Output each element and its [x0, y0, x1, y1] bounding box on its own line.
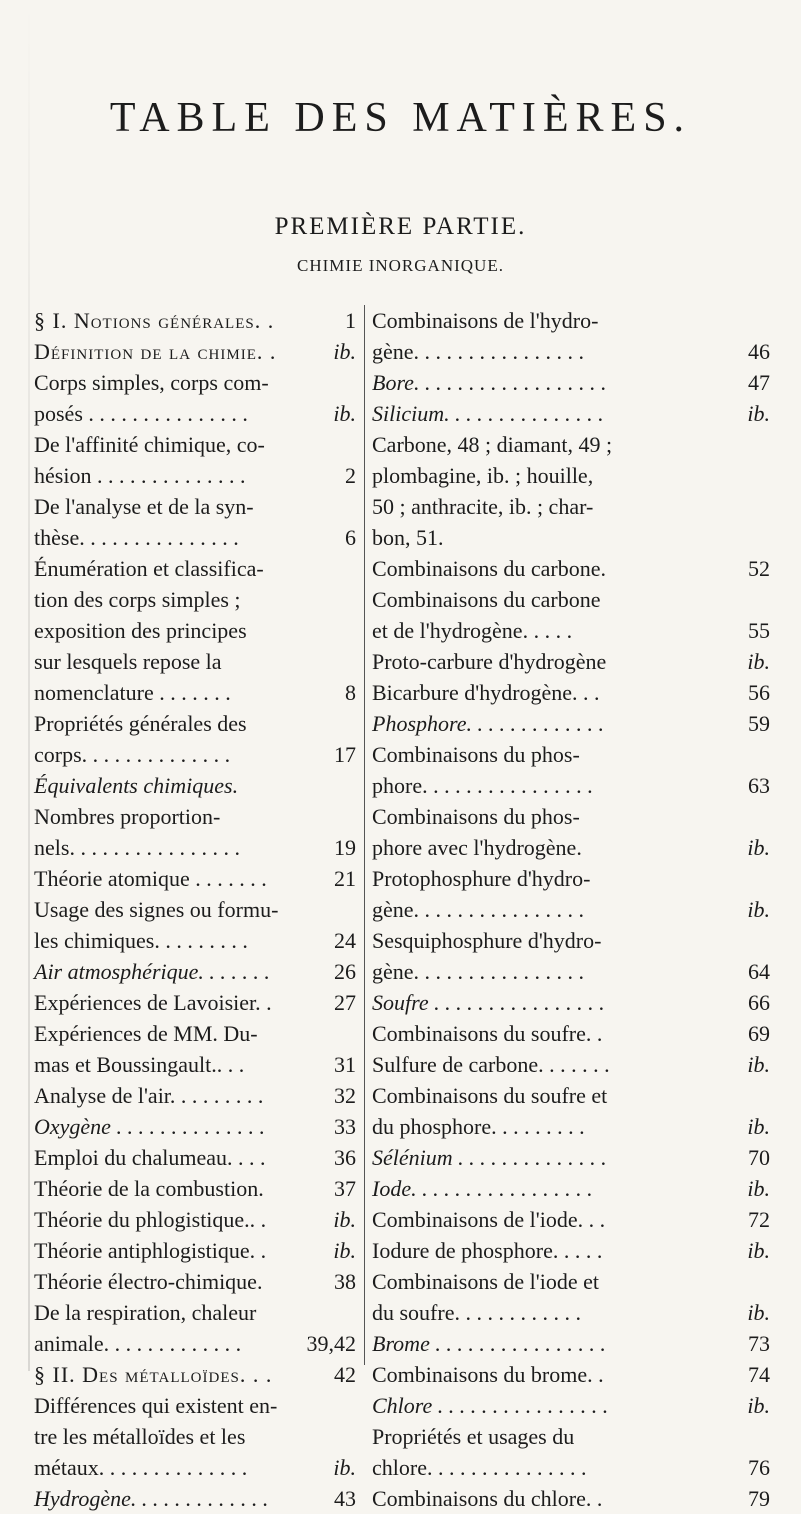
toc-entry	[34, 1235, 356, 1266]
toc-entry	[34, 553, 356, 708]
toc-entry	[34, 491, 356, 553]
toc-entry	[34, 1173, 356, 1204]
section-subtitle: CHIMIE INORGANIQUE.	[297, 256, 504, 275]
toc-entry-page: 79	[748, 1486, 770, 1511]
toc-entry-title: Air atmosphérique. . . . . . .	[34, 959, 270, 984]
toc-entry-title: Iode. . . . . . . . . . . . . . . . .	[372, 1176, 593, 1201]
toc-entry	[34, 1297, 356, 1359]
toc-entry	[34, 708, 356, 770]
toc-entry-page: 69	[748, 1021, 770, 1046]
toc-entry-title: Nombres proportion- nels. . . . . . . . . . . . . . . .	[34, 804, 240, 860]
toc-entry-page: ib.	[333, 1207, 356, 1232]
toc-entry-page: 73	[748, 1331, 770, 1356]
toc-entry-page: 6	[345, 525, 356, 550]
toc-entry-page: ib.	[333, 1238, 356, 1263]
toc-entry-title: Expériences de Lavoisier. .	[34, 990, 272, 1015]
toc-entry-title: Corps simples, corps com- posés . . . . . . . . . . . . . . .	[34, 370, 269, 426]
toc-entry-title: Combinaisons de l'iode et du soufre. . . . . . . . . . . .	[372, 1269, 599, 1325]
toc-entry-page: ib.	[747, 1114, 770, 1139]
toc-entry-title: Théorie de la combustion.	[34, 1176, 264, 1201]
toc-entry-title: Expériences de MM. Du- mas et Boussingault.. . .	[34, 1021, 258, 1077]
toc-entry	[34, 894, 356, 956]
toc-entry-title: Sesquiphosphure d'hydro- gène. . . . . . . . . . . . . . . .	[372, 928, 602, 984]
toc-entry	[34, 801, 356, 863]
toc-entry-page: ib.	[747, 401, 770, 426]
toc-entry	[34, 1142, 356, 1173]
toc-entry-title: Combinaisons de l'hydro- gène. . . . . . . . . . . . . . . .	[372, 308, 599, 364]
toc-entry	[372, 1049, 770, 1080]
toc-entry-page: 42	[334, 1362, 356, 1387]
toc-entry-page: 56	[748, 680, 770, 705]
toc-entry-title: Combinaisons du phos- phore avec l'hydrogène.	[372, 804, 582, 860]
toc-entry	[34, 956, 356, 987]
toc-entry-title: Énumération et classifica- tion des corps simples ; exposition des principes sur lesquels repose la nomenclature . . . . . . .	[34, 556, 264, 705]
toc-entry-page: 66	[748, 990, 770, 1015]
toc-entry	[34, 1359, 356, 1390]
toc-entry-page: ib.	[747, 1052, 770, 1077]
column-divider	[364, 305, 365, 1365]
toc-entry	[34, 1483, 356, 1514]
part-title: PREMIÈRE PARTIE.	[274, 213, 527, 240]
toc-entry-page: 55	[748, 618, 770, 643]
toc-entry-title: Combinaisons du chlore. .	[372, 1486, 603, 1511]
toc-entry-title: Combinaisons du carbone et de l'hydrogène. . . . .	[372, 587, 601, 643]
toc-entry-page: ib.	[747, 1393, 770, 1418]
toc-entry	[34, 1204, 356, 1235]
toc-entry	[372, 1235, 770, 1266]
toc-entry-title: Soufre . . . . . . . . . . . . . . . .	[372, 990, 605, 1015]
toc-entry-title: Bicarbure d'hydrogène. . .	[372, 680, 600, 705]
toc-entry-page: 38	[334, 1269, 356, 1294]
toc-entry	[34, 1390, 356, 1483]
toc-entry-title: Bore. . . . . . . . . . . . . . . . . .	[372, 370, 607, 395]
toc-entry	[372, 1204, 770, 1235]
toc-entry-title: Usage des signes ou formu- les chimiques. . . . . . . . .	[34, 897, 279, 953]
toc-entry-title: Analyse de l'air. . . . . . . . .	[34, 1083, 264, 1108]
toc-entry	[372, 1421, 770, 1483]
toc-entry-page: 17	[334, 742, 356, 767]
toc-entry-page: 39,42	[306, 1331, 356, 1356]
toc-entry	[372, 1328, 770, 1359]
toc-entry-page: 1	[345, 308, 356, 333]
toc-entry-title: Théorie électro-chimique.	[34, 1269, 263, 1294]
toc-entry	[372, 863, 770, 925]
toc-entry	[372, 1142, 770, 1173]
toc-entry-page: 19	[334, 835, 356, 860]
toc-entry-page: 47	[748, 370, 770, 395]
toc-entry-page: 33	[334, 1114, 356, 1139]
toc-entry-page: ib.	[747, 649, 770, 674]
toc-entry	[34, 987, 356, 1018]
toc-entry-page: 46	[748, 339, 770, 364]
toc-entry-page: ib.	[333, 401, 356, 426]
toc-entry-page: 26	[334, 959, 356, 984]
toc-entry-page: ib.	[747, 1176, 770, 1201]
toc-entry	[34, 1080, 356, 1111]
toc-entry	[372, 708, 770, 739]
toc-entry	[372, 1080, 770, 1142]
toc-entry	[34, 1266, 356, 1297]
toc-entry	[372, 1483, 770, 1514]
toc-entry-title: Sélénium . . . . . . . . . . . . . .	[372, 1145, 607, 1170]
toc-entry-page: 24	[334, 928, 356, 953]
toc-entry-title: Carbone, 48 ; diamant, 49 ; plombagine, ib. ; houille, 50 ; anthracite, ib. ; char- bon, 51.	[372, 432, 613, 550]
toc-entry-title: Combinaisons du soufre. .	[372, 1021, 603, 1046]
toc-entry-page: 2	[345, 463, 356, 488]
page-title: TABLE DES MATIÈRES.	[109, 95, 692, 141]
toc-entry-title: Définition de la chimie. .	[34, 339, 277, 364]
toc-entry-page: ib.	[333, 1455, 356, 1480]
toc-entry-page: 32	[334, 1083, 356, 1108]
toc-entry-title: Différences qui existent en- tre les métalloïdes et les métaux. . . . . . . . . . . . . .	[34, 1393, 278, 1480]
toc-entry	[372, 739, 770, 801]
toc-entry-title: Combinaisons du brome. .	[372, 1362, 604, 1387]
toc-entry	[372, 367, 770, 398]
toc-entry-title: De l'analyse et de la syn- thèse. . . . . . . . . . . . . . .	[34, 494, 254, 550]
toc-entry	[34, 429, 356, 491]
toc-entry	[34, 770, 356, 801]
toc-entry-page: 64	[748, 959, 770, 984]
toc-entry	[372, 801, 770, 863]
toc-entry	[372, 584, 770, 646]
toc-entry	[34, 305, 356, 336]
toc-entry	[372, 1266, 770, 1328]
toc-entry-title: Propriétés et usages du chlore. . . . . . . . . . . . . . .	[372, 1424, 587, 1480]
toc-entry-title: Sulfure de carbone. . . . . . .	[372, 1052, 610, 1077]
toc-entry-page: ib.	[333, 339, 356, 364]
toc-entry-page: ib.	[747, 897, 770, 922]
toc-entry-title: Hydrogène. . . . . . . . . . . . .	[34, 1486, 269, 1511]
toc-entry-title: Combinaisons de l'iode. . .	[372, 1207, 606, 1232]
toc-entry-page: ib.	[747, 835, 770, 860]
toc-entry-title: Combinaisons du soufre et du phosphore. . . . . . . . .	[372, 1083, 608, 1139]
toc-entry-page: 76	[748, 1455, 770, 1480]
toc-entry	[372, 1173, 770, 1204]
toc-entry	[372, 429, 770, 553]
toc-entry-title: Oxygène . . . . . . . . . . . . . .	[34, 1114, 265, 1139]
toc-entry-title: Équivalents chimiques.	[34, 773, 239, 798]
toc-entry	[372, 1390, 770, 1421]
toc-entry-title: Théorie antiphlogistique. .	[34, 1238, 267, 1263]
toc-entry	[372, 646, 770, 677]
toc-entry	[34, 1111, 356, 1142]
toc-entry-title: Protophosphure d'hydro- gène. . . . . . . . . . . . . . . .	[372, 866, 591, 922]
toc-entry-title: Chlore . . . . . . . . . . . . . . . .	[372, 1393, 609, 1418]
toc-entry-page: 63	[748, 773, 770, 798]
toc-entry-title: § II. Des métalloïdes. . .	[34, 1362, 273, 1387]
toc-entry-title: De l'affinité chimique, co- hésion . . . . . . . . . . . . . .	[34, 432, 265, 488]
toc-entry-page: 72	[748, 1207, 770, 1232]
toc-right-column	[372, 305, 770, 1514]
toc-entry	[372, 1359, 770, 1390]
toc-entry-page: 59	[748, 711, 770, 736]
toc-entry	[372, 1018, 770, 1049]
toc-entry-title: De la respiration, chaleur animale. . . . . . . . . . . . .	[34, 1300, 257, 1356]
toc-entry	[34, 1018, 356, 1080]
toc-entry	[34, 367, 356, 429]
toc-entry	[372, 305, 770, 367]
toc-entry-title: § I. Notions générales. .	[34, 308, 275, 333]
toc-entry-title: Emploi du chalumeau. . . .	[34, 1145, 266, 1170]
toc-entry	[372, 677, 770, 708]
toc-entry-title: Théorie atomique . . . . . . .	[34, 866, 267, 891]
toc-entry-page: ib.	[747, 1300, 770, 1325]
toc-entry	[34, 336, 356, 367]
toc-entry-title: Brome . . . . . . . . . . . . . . . .	[372, 1331, 606, 1356]
page-gutter-shadow	[28, 0, 30, 1371]
toc-entry-title: Théorie du phlogistique.. .	[34, 1207, 267, 1232]
toc-entry-page: 21	[334, 866, 356, 891]
toc-entry-page: ib.	[747, 1238, 770, 1263]
toc-entry-title: Silicium. . . . . . . . . . . . . . .	[372, 401, 604, 426]
toc-entry-page: 43	[334, 1486, 356, 1511]
toc-entry-page: 70	[748, 1145, 770, 1170]
toc-entry	[372, 987, 770, 1018]
toc-entry	[372, 398, 770, 429]
toc-entry-page: 31	[334, 1052, 356, 1077]
toc-entry-title: Combinaisons du carbone.	[372, 556, 607, 581]
toc-entry-page: 74	[748, 1362, 770, 1387]
toc-entry-title: Combinaisons du phos- phore. . . . . . . . . . . . . . . .	[372, 742, 593, 798]
toc-entry-page: 37	[334, 1176, 356, 1201]
toc-entry	[372, 553, 770, 584]
toc-entry	[34, 863, 356, 894]
toc-entry-title: Phosphore. . . . . . . . . . . . .	[372, 711, 605, 736]
toc-entry	[372, 925, 770, 987]
toc-entry-title: Proto-carbure d'hydrogène	[372, 649, 607, 674]
toc-entry-page: 27	[334, 990, 356, 1015]
toc-entry-page: 52	[748, 556, 770, 581]
toc-entry-page: 8	[345, 680, 356, 705]
toc-entry-title: Propriétés générales des corps. . . . . . . . . . . . . .	[34, 711, 247, 767]
toc-entry-page: 36	[334, 1145, 356, 1170]
toc-entry-title: Iodure de phosphore. . . . .	[372, 1238, 603, 1263]
toc-left-column	[34, 305, 356, 1514]
